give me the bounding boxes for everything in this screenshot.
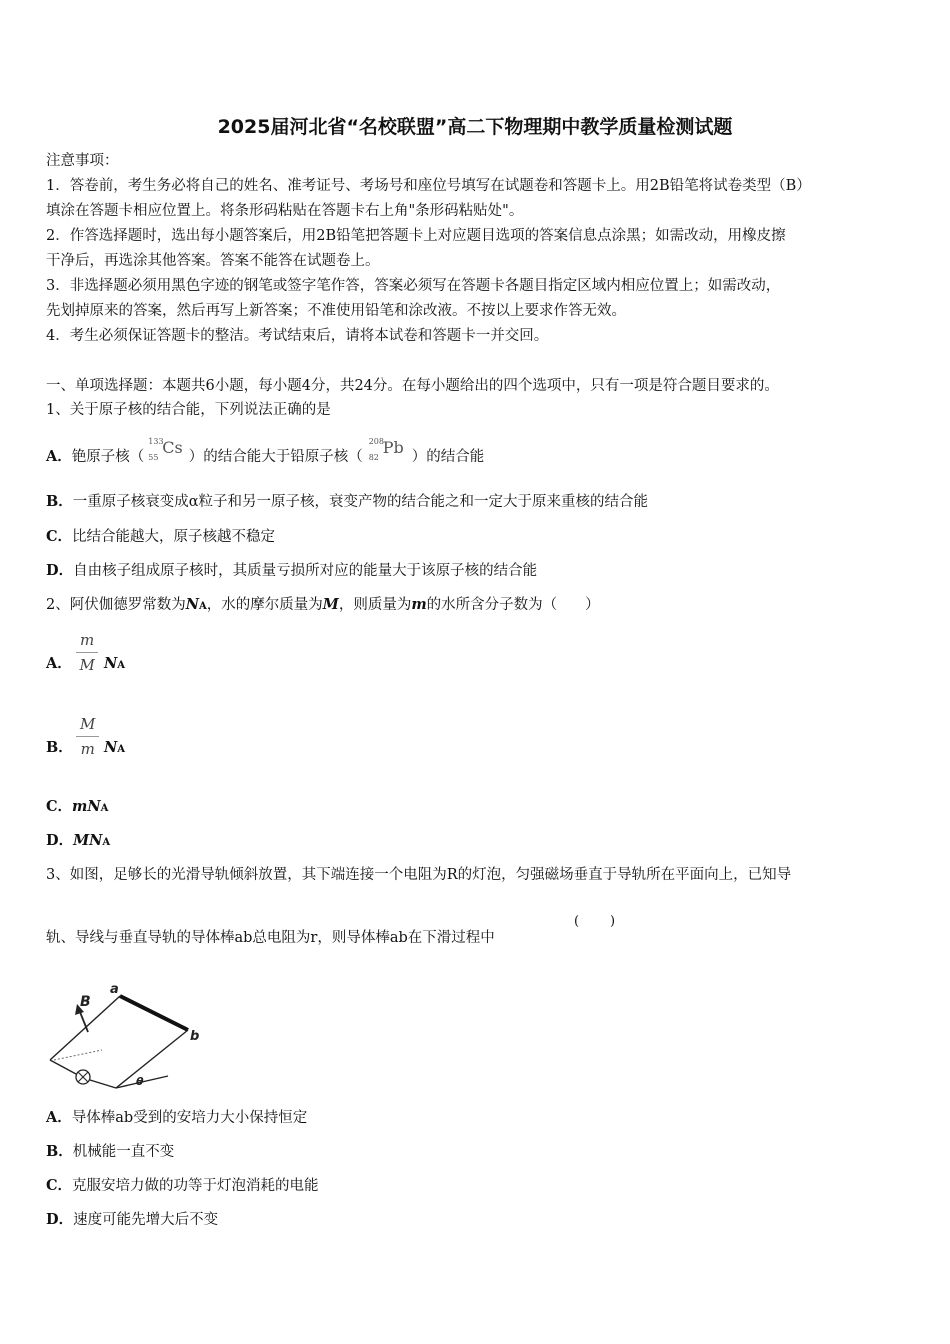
stem-text: 2、阿伏伽德罗常数为 xyxy=(46,597,186,613)
option-letter: C． xyxy=(46,1177,73,1194)
stem-text: ，则质量为 xyxy=(338,597,412,613)
option-letter: C． xyxy=(46,528,73,545)
question-2-option-c xyxy=(46,797,108,819)
fraction xyxy=(76,714,99,759)
question-1-stem: 1、关于原子核的结合能，下列说法正确的是 xyxy=(46,402,331,418)
fraction xyxy=(76,630,98,675)
stem-text: ） xyxy=(585,597,600,613)
notice-line: 3．非选择题必须用黑色字迹的钢笔或签字笔作答，答案必须写在答题卡各题目指定区域内相应位置上；如需改动， xyxy=(46,278,781,294)
notice-line: 先划掉原来的答案，然后再写上新答案；不准使用铅笔和涂改液。不按以上要求作答无效。 xyxy=(46,303,626,319)
notice-heading: 注意事项： xyxy=(46,153,119,169)
question-3-option-c xyxy=(46,1176,319,1196)
notice-line: 1．答卷前，考生务必将自己的姓名、准考证号、考场号和座位号填写在试题卷和答题卡上。用2B铅笔将试卷类型（B） xyxy=(46,178,811,194)
conductor-bar-ab xyxy=(120,996,188,1030)
option-text: ）的结合能大于铅原子核（ xyxy=(188,449,363,465)
stem-text: 的水所含分子数为（ xyxy=(426,597,558,613)
option-text: 克服安培力做的功等于灯泡消耗的电能 xyxy=(72,1178,319,1194)
option-letter: A． xyxy=(46,1109,72,1126)
option-text: 自由核子组成原子核时，其质量亏损所对应的能量大于该原子核的结合能 xyxy=(73,563,538,579)
symbol-M: M xyxy=(322,596,339,613)
question-1-option-c xyxy=(46,527,275,547)
label-B: B xyxy=(80,994,91,1010)
wire-bottom xyxy=(90,1080,116,1088)
question-2-stem xyxy=(46,595,600,617)
option-text: 铯原子核（ xyxy=(71,449,145,465)
option-tail xyxy=(104,738,125,760)
stem-text: ，水的摩尔质量为 xyxy=(206,597,323,613)
subscript: A xyxy=(199,601,207,612)
option-text: 一重原子核衰变成α粒子和另一原子核，衰变产物的结合能之和一定大于原来重核的结合能 xyxy=(72,494,649,510)
question-3-option-a xyxy=(46,1108,307,1128)
option-letter: B． xyxy=(46,1143,73,1160)
option-letter: D． xyxy=(46,832,74,849)
question-3-stem-line-1: 3、如图，足够长的光滑导轨倾斜放置，其下端连接一个电阻为R的灯泡，匀强磁场垂直于导轨所在平面向上，已知导 xyxy=(46,867,792,883)
question-2-option-d xyxy=(46,831,110,853)
numerator: M xyxy=(76,714,99,737)
numerator: m xyxy=(76,630,98,653)
option-text: mN xyxy=(72,798,101,815)
option-text: 速度可能先增大后不变 xyxy=(73,1212,219,1228)
symbol-m: m xyxy=(411,596,427,613)
denominator: m xyxy=(80,740,95,758)
option-letter: C． xyxy=(46,798,73,815)
label-theta: θ xyxy=(136,1075,144,1088)
page-title: 2025届河北省“名校联盟”高二下物理期中教学质量检测试题 xyxy=(217,116,733,138)
option-text: ）的结合能 xyxy=(411,449,485,465)
option-text: MN xyxy=(73,832,103,849)
answer-paren-open: ( xyxy=(574,914,580,929)
question-3-option-b xyxy=(46,1142,174,1162)
element-symbol: Pb xyxy=(382,438,404,457)
option-letter: B． xyxy=(46,739,73,756)
notice-line: 填涂在答题卡相应位置上。将条形码粘贴在答题卡右上角"条形码粘贴处"。 xyxy=(46,203,524,219)
subscript: A xyxy=(100,803,109,814)
question-3-stem-line-2: 轨、导线与垂直导轨的导体棒ab总电阻为r，则导体棒ab在下滑过程中 xyxy=(46,930,495,946)
question-1-option-a xyxy=(46,437,485,467)
symbol-na: N xyxy=(185,596,199,613)
answer-paren-close: ) xyxy=(610,914,616,929)
option-tail xyxy=(104,654,125,676)
incline-rail-diagram xyxy=(44,980,214,1092)
dashed-line xyxy=(54,1050,102,1060)
denominator: M xyxy=(79,656,95,674)
element-symbol: Cs xyxy=(162,438,183,457)
mass-number: 133 xyxy=(148,437,164,446)
label-a: a xyxy=(110,982,119,997)
question-1-option-b xyxy=(46,492,648,512)
notice-line: 4．考生必须保证答题卡的整洁。考试结束后，请将本试卷和答题卡一并交回。 xyxy=(46,328,549,344)
mass-number: 208 xyxy=(368,437,384,446)
subscript: A xyxy=(117,744,126,755)
symbol-na: N xyxy=(104,655,118,672)
subscript: A xyxy=(117,660,126,671)
option-letter: D． xyxy=(46,1211,74,1228)
isotope-cs xyxy=(148,437,183,462)
option-letter: D． xyxy=(46,562,74,579)
symbol-na: N xyxy=(104,739,118,756)
atomic-number: 82 xyxy=(368,453,379,462)
isotope-pb xyxy=(368,437,404,462)
question-1-option-d xyxy=(46,561,537,581)
option-letter: A． xyxy=(46,448,72,465)
wire-bottom xyxy=(50,1060,76,1074)
notice-line: 2．作答选择题时，选出每小题答案后，用2B铅笔把答题卡上对应题目选项的答案信息点涂黑；如需改动，用橡皮擦 xyxy=(46,228,786,244)
section-heading: 一、单项选择题：本题共6小题，每小题4分，共24分。在每小题给出的四个选项中，只有一项是符合题目要求的。 xyxy=(46,378,779,394)
label-b: b xyxy=(190,1029,200,1044)
option-letter: B． xyxy=(46,493,73,510)
option-text: 导体棒ab受到的安培力大小保持恒定 xyxy=(71,1110,308,1126)
question-3-option-d xyxy=(46,1210,218,1230)
notice-line: 干净后，再选涂其他答案。答案不能答在试题卷上。 xyxy=(46,253,380,269)
option-letter: A． xyxy=(46,655,72,672)
option-text: 机械能一直不变 xyxy=(72,1144,175,1160)
subscript: A xyxy=(102,837,111,848)
option-text: 比结合能越大，原子核越不稳定 xyxy=(72,529,276,545)
atomic-number: 55 xyxy=(148,453,159,462)
